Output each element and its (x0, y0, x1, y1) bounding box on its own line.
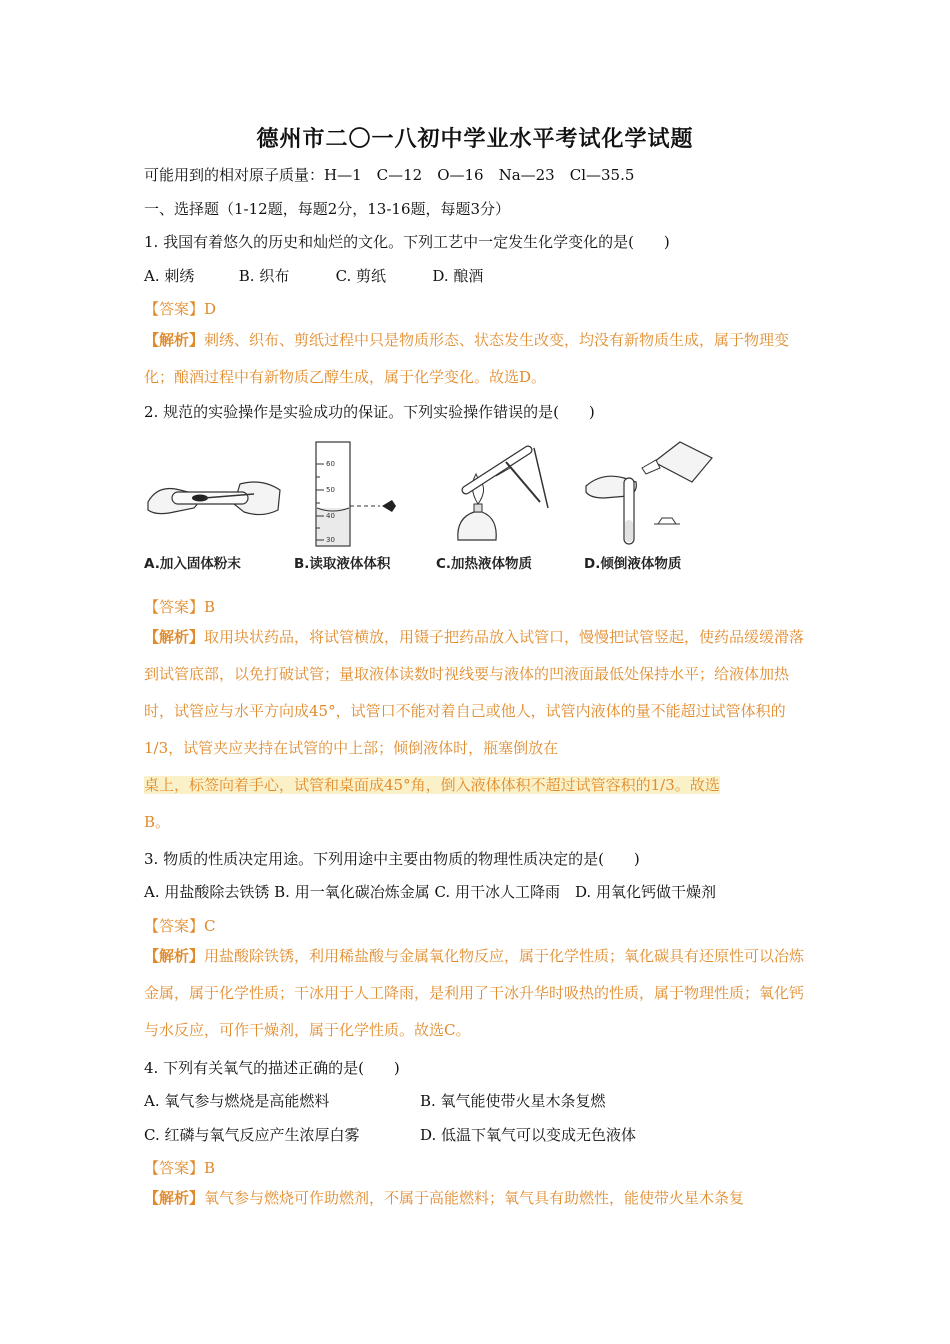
question-4-stem: 4. 下列有关氧气的描述正确的是( ) (144, 1059, 400, 1077)
scale-tick-50: 50 (326, 486, 335, 494)
question-2-stem: 2. 规范的实验操作是实验成功的保证。下列实验操作错误的是( ) (144, 403, 595, 421)
question-4-option-d: D. 低温下氧气可以变成无色液体 (420, 1126, 637, 1144)
question-1-option-c: C. 剪纸 (335, 267, 387, 285)
explanation-text: 用盐酸除铁锈，利用稀盐酸与金属氧化物反应，属于化学性质；氧化碳具有还原性可以冶炼金属，属于化学性质；干冰用于人工降雨，是利用了干冰升华时吸热的性质，属于物理性质；氧化钙与水反应，可作干燥剂，属于化学性质。故选C。 (144, 947, 805, 1039)
question-1-stem: 1. 我国有着悠久的历史和灿烂的文化。下列工艺中一定发生化学变化的是( ) (144, 233, 670, 251)
atomic-mass-note: 可能用到的相对原子质量：H—1 C—12 O—16 Na—23 Cl—35.5 (144, 166, 635, 184)
question-4-option-a: A. 氧气参与燃烧是高能燃料 (144, 1092, 330, 1110)
question-2-answer: 【答案】B (144, 598, 216, 616)
question-4-option-b: B. 氧气能使带火星木条复燃 (420, 1092, 606, 1110)
question-1-answer: 【答案】D (144, 300, 217, 318)
explanation-tag: 【解析】 (144, 1189, 205, 1207)
question-1-options (144, 265, 483, 286)
explanation-tag: 【解析】 (144, 947, 205, 965)
question-3-stem: 3. 物质的性质决定用途。下列用途中主要由物质的物理性质决定的是( ) (144, 850, 640, 868)
figure-d-caption: D.倾倒液体物质 (584, 556, 682, 572)
question-1-option-d: D. 酿酒 (432, 267, 484, 285)
question-3-answer: 【答案】C (144, 917, 216, 935)
question-1-option-b: B. 织布 (238, 267, 290, 285)
question-1-option-a: A. 刺绣 (144, 267, 195, 285)
figure-c-caption: C.加热液体物质 (436, 556, 533, 572)
question-4-answer: 【答案】B (144, 1159, 216, 1177)
scale-tick-60: 60 (326, 460, 335, 468)
explanation-text: 氧气参与燃烧可作助燃剂，不属于高能燃料；氧气具有助燃性，能使带火星木条复 (204, 1189, 745, 1207)
explanation-text: 刺绣、织布、剪纸过程中只是物质形态、状态发生改变，均没有新物质生成，属于物理变化；酿酒过程中有新物质乙醇生成，属于化学变化。故选D。 (144, 331, 790, 386)
figure-b-caption: B.读取液体体积 (294, 556, 391, 572)
figure-d (584, 432, 724, 582)
explanation-text: 取用块状药品，将试管横放，用镊子把药品放入试管口，慢慢把试管竖起，使药品缓缓滑落到试管底部，以免打破试管；量取液体读数时视线要与液体的凹液面最低处保持水平；给液体加热时，试管应与水平方向成45°，试管口不能对着自己或他人，试管内液体的量不能超过试管体积的1/3，试管夹应夹持在试管的中上部；倾倒液体时，瓶塞倒放在 (144, 628, 805, 757)
explanation-text-end: B。 (144, 813, 171, 831)
heating-illustration (436, 432, 576, 552)
question-4-option-c: C. 红磷与氧气反应产生浓厚白雾 (144, 1126, 360, 1144)
question-2-figures (144, 432, 704, 582)
question-2-explanation (144, 619, 814, 841)
powder-illustration (144, 432, 284, 552)
pouring-illustration (584, 432, 724, 552)
figure-c (436, 432, 576, 582)
question-4-explanation (144, 1180, 814, 1217)
explanation-tag: 【解析】 (144, 628, 205, 646)
page-title: 德州市二〇一八初中学业水平考试化学试题 (256, 127, 694, 152)
figure-a-caption: A.加入固体粉末 (144, 556, 241, 572)
figure-b (294, 432, 434, 582)
section-heading: 一、选择题（1-12题，每题2分，13-16题，每题3分） (144, 200, 511, 218)
explanation-tag: 【解析】 (144, 331, 205, 349)
cylinder-illustration (294, 432, 434, 552)
question-3-options: A. 用盐酸除去铁锈 B. 用一氧化碳冶炼金属 C. 用干冰人工降雨 D. 用氧化钙做干燥剂 (144, 883, 716, 901)
question-3-explanation (144, 938, 814, 1049)
highlighted-explanation-text: 桌上，标签向着手心，试管和桌面成45°角，倒入液体体积不超过试管容积的1/3。故选 (144, 776, 720, 794)
question-1-explanation (144, 322, 814, 396)
scale-tick-30: 30 (326, 536, 335, 544)
figure-a (144, 432, 284, 582)
scale-tick-40: 40 (326, 512, 335, 520)
